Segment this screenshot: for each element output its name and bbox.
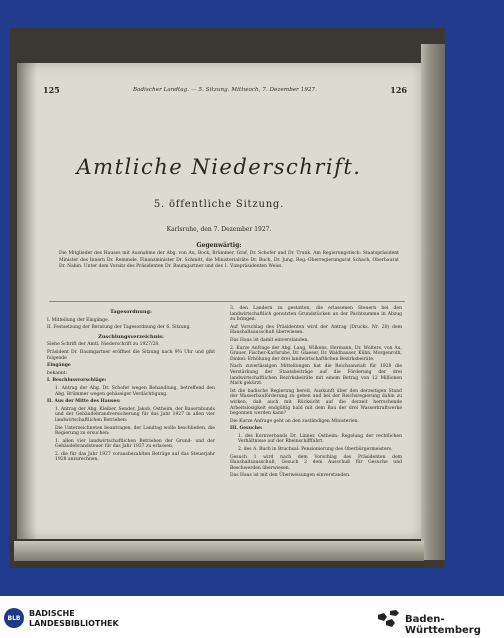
section2-item: 1. Antrag der Abg. Kleiber, Sender, Jakob, Ostheim, der Bauernbunds und der Gebäudebrandversicherung für das Jahr 1927 in allen vier landwirtschaftlichen Betrieben: xyxy=(55,406,215,423)
reference-heading: Zuschlungsverzeichnis: xyxy=(98,333,164,340)
left-page-number: 125 xyxy=(43,85,60,95)
incoming-heading: Eingänge xyxy=(47,363,71,369)
state-coat-of-arms-icon xyxy=(376,609,402,631)
section1-heading: I. Beschlussvorschläge: xyxy=(47,378,107,384)
section2-item: 2. die für das Jahr 1927 vorausbezahlten Beträge auf das Steuerjahr 1928 anzurechnen, xyxy=(55,451,215,463)
section2-heading: II. Aus der Mitte des Hauses: xyxy=(47,399,121,405)
page-gutter xyxy=(17,63,37,539)
library-name-line1: BADISCHE xyxy=(29,609,75,618)
right-item: Das Haus ist damit einverstanden. xyxy=(230,337,309,343)
section2-item: 1. allen vier landwirtschaftlichen Betrieben der Grund- und der Gebäudebrandsteuer für das Jahr 1927 zu erlassen, xyxy=(55,438,215,450)
right-column xyxy=(230,306,402,481)
opening-text: Präsident Dr. Baumgartner eröffnet die Sitzung nach 9¾ Uhr und gibt folgende xyxy=(47,349,215,361)
session-subtitle: 5. öffentliche Sitzung. xyxy=(153,199,285,210)
right-item: Auf Vorschlag des Präsidenten wird der Antrag (Drucks. Nr. 20) dem Haushaltsausschuß überwiesen. xyxy=(230,324,402,336)
incoming-sub: bekannt: xyxy=(47,370,68,376)
reference-text: Siehe Schrift der Amtl. Niederschrift zu 1927/28. xyxy=(47,342,160,348)
right-item: Nach zuverlässigen Mitteilungen hat die Reichsanstalt für 1928 die Verstärkung der Staatsbeiträge auf die Förderung der drei landwirtschaftlichen Bezirksbeiräte mit einem Betrag von 12 Millionen Mark gekürzt. xyxy=(230,364,402,387)
library-name[interactable] xyxy=(29,609,119,629)
agenda-item: I. Mitteilung der Eingänge. xyxy=(47,317,110,323)
session-date: Karlsruhe, den 7. Dezember 1927. xyxy=(166,226,272,233)
page-stack-bottom xyxy=(14,541,424,561)
state-label[interactable]: Baden-Württemberg xyxy=(405,614,481,636)
section1-text: 1. Antrag der Abg. Dr. Schofer wegen Behandlung, betreffend den Abg. Brümmer wegen gehässiger Verdächtigung. xyxy=(55,385,215,397)
running-head xyxy=(43,85,407,95)
right-item: 3. den Landern zu gestatten, die erlassenen Steuern bei den landwirtschaftlich genutzten Grundstücken an der Pachtsumme in Abzug zu bringen. xyxy=(230,306,402,323)
section3-item: Das Haus ist mit den Überweisungen einverstanden. xyxy=(230,473,351,479)
agenda-heading: Tagesordnung: xyxy=(110,309,152,315)
right-item: 2. Kurze Anfrage der Abg. Lang, Wilkens, Hermann, Dr. Wolters, von Au, Grauer, Fischer-Karlsruhe, Dr. Glaeser, Dr. Waldhauser, Kühn, Morgenroth, Dinkel: Erhöhung der drei landwirtschaftlichen Bezirksbeiräte. xyxy=(230,345,402,362)
section3-item: Gesuch 1 wird nach dem Vorschlag des Präsidenten dem Haushaltsausschuß, Gesuch 2 dem Ausschuß für Gesuche und Beschwerden überwiesen. xyxy=(230,454,402,471)
right-item: Ist die badische Regierung bereit, Auskunft über den derzeitigen Stand der Wasserbauförderung zu geben und bei der Reichsregierung dahin zu wirken, daß auch mit Rücksicht auf die derzeit herrschende Arbeitslosigkeit endgültig bald mit dem Bau der drei Wasserkraftwerke begonnen werden kann? xyxy=(230,388,402,417)
section3-heading: III. Gesuche: xyxy=(230,426,263,432)
left-column xyxy=(47,306,215,465)
divider-rule xyxy=(49,301,405,302)
page-stack-edge xyxy=(421,44,445,560)
right-page-number: 126 xyxy=(390,85,407,95)
agenda-item: II. Festsetzung der Beratung der Tagesordnung der 6. Sitzung. xyxy=(47,325,191,331)
section2-item: Die Unterzeichneten beantragen, der Landtag wolle beschließen, die Regierung zu ersuchen: xyxy=(55,425,215,437)
present-heading: Gegenwärtig: xyxy=(196,242,242,249)
document-title: Amtliche Niederschrift. xyxy=(76,155,362,179)
present-paragraph: Die Mitglieder des Hauses mit Ausnahme der Abg. von Au, Bock, Brümmer, Graf, Dr. Schofer und Dr. Trunk. Am Regierungstisch: Staatspräsident Minister des Innern Dr. Remmele, Finanzminister Dr. Schmitt, die Ministerialräte Dr. Buch, Dr. Jung, Reg.-Oberregierungsrat Schach, Oberbaurat Dr. Nabin. Unter dem Vorsitz des Präsidenten Dr. Baumgartner und des 1. Vizepräsidenten Weiss. xyxy=(59,251,399,269)
library-name-line2: LANDESBIBLIOTHEK xyxy=(29,619,119,628)
document-page xyxy=(17,63,421,539)
right-item: Die Kurze Anfrage geht an den zuständigen Ministerien. xyxy=(230,418,360,424)
section3-item: 2. des A. Buch in Bruchsal: Pensionierung des Oberbürgermeisters. xyxy=(238,447,393,453)
blb-logo-icon[interactable]: BLB xyxy=(4,608,24,628)
section3-item: 1. des Kornverbands Dr. Linner, Ostheim: Regelung der rechtlichen Verhältnisse auf der Rheinschifffahrt. xyxy=(238,433,402,445)
running-head-text: Badischer Landtag. — 5. Sitzung. Mittwoch, 7. Dezember 1927. xyxy=(132,87,318,93)
